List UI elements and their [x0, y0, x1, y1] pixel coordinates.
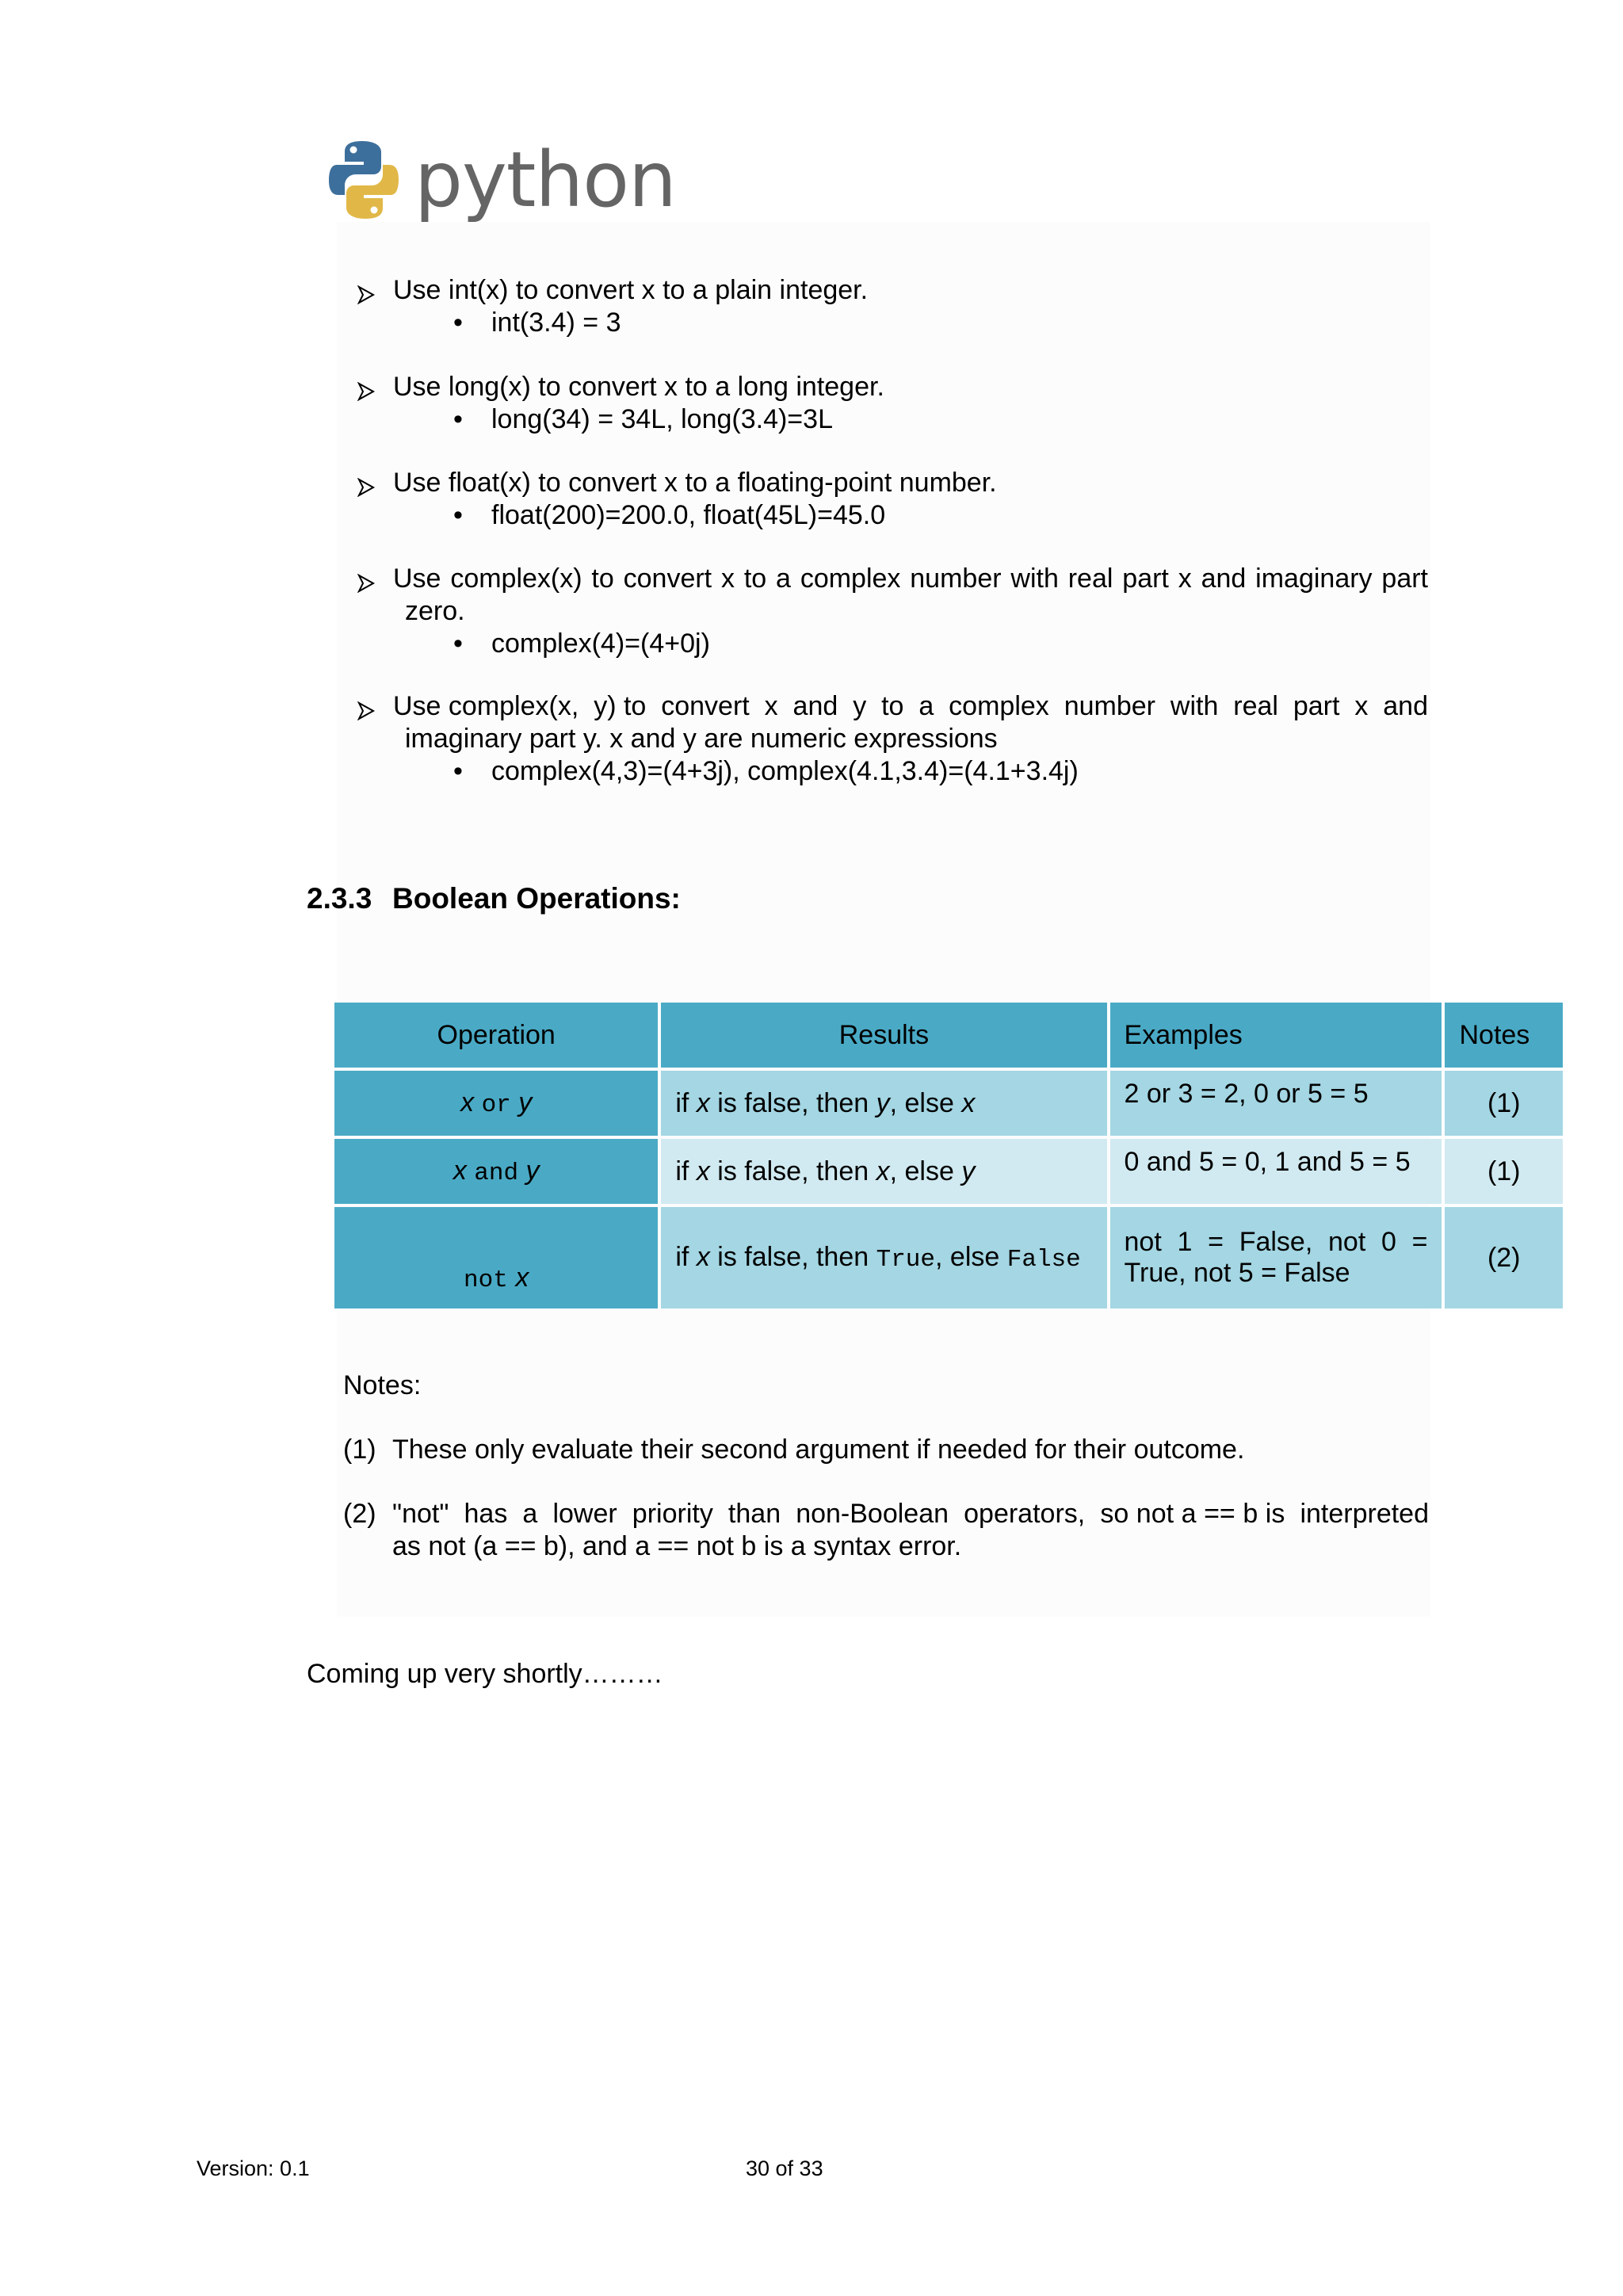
note-number: (2) [343, 1499, 376, 1529]
list-item [357, 371, 1428, 436]
arrow-bullet-icon [357, 562, 393, 594]
example-cell: 2 or 3 = 2, 0 or 5 = 5 [1110, 1071, 1442, 1136]
section-heading [307, 881, 681, 916]
section-number: 2.3.3 [307, 882, 372, 915]
list-item [357, 563, 1428, 660]
example-cell: 0 and 5 = 0, 1 and 5 = 5 [1110, 1139, 1442, 1204]
table-row [334, 1139, 1563, 1204]
bullet-dot-icon: • [453, 500, 463, 530]
item-text: Use complex(x) to convert x to a complex number with real part x and imaginary part [393, 563, 1428, 594]
note-item [343, 1498, 1429, 1563]
item-text-continued: zero. [405, 596, 465, 626]
arrow-bullet-icon [357, 690, 393, 722]
arrow-bullet-icon [357, 273, 393, 306]
header-examples: Examples [1110, 1003, 1442, 1068]
bullet-dot-icon: • [453, 628, 463, 659]
header-results: Results [661, 1003, 1106, 1068]
arrow-bullet-icon [357, 370, 393, 403]
boolean-operations-table [331, 999, 1566, 1312]
note-text-continued: as not (a == b), and a == not b is a syntax error. [392, 1531, 962, 1561]
item-text: Use int(x) to convert x to a plain integer. [393, 275, 869, 305]
operation-cell: not x [334, 1207, 658, 1308]
note-text: These only evaluate their second argument if needed for their outcome. [392, 1435, 1245, 1465]
item-text-continued: imaginary part y. x and y are numeric expressions [405, 724, 998, 754]
bullet-dot-icon: • [453, 404, 463, 434]
python-logo [329, 136, 676, 223]
table-header-row [334, 1003, 1563, 1068]
result-cell: if x is false, then y, else x [661, 1071, 1106, 1136]
footer-version: Version: 0.1 [197, 2157, 310, 2180]
bullet-dot-icon: • [453, 756, 463, 786]
result-cell: if x is false, then x, else y [661, 1139, 1106, 1204]
item-example: long(34) = 34L, long(3.4)=3L [491, 404, 833, 434]
note-cell: (1) [1445, 1139, 1563, 1204]
example-cell: not 1 = False, not 0 = True, not 5 = False [1110, 1207, 1442, 1308]
table-row [334, 1071, 1563, 1136]
list-item [357, 467, 1428, 532]
bullet-dot-icon: • [453, 308, 463, 338]
python-snake-icon [329, 139, 399, 220]
table-row [334, 1207, 1563, 1308]
note-cell: (2) [1445, 1207, 1563, 1308]
coming-soon-text: Coming up very shortly……… [307, 1659, 663, 1689]
notes-label: Notes: [343, 1370, 422, 1400]
python-wordmark: python [414, 136, 676, 224]
arrow-bullet-icon [357, 466, 393, 499]
note-cell: (1) [1445, 1071, 1563, 1136]
note-item [343, 1434, 1429, 1466]
section-title: Boolean Operations: [392, 882, 681, 915]
list-item [357, 274, 1428, 339]
item-example: complex(4)=(4+0j) [491, 628, 710, 659]
result-cell: if x is false, then True, else False [661, 1207, 1106, 1308]
operation-cell: x or y [334, 1071, 658, 1136]
item-example: int(3.4) = 3 [491, 308, 621, 338]
header-operation: Operation [334, 1003, 658, 1068]
list-item [357, 690, 1428, 788]
item-text: Use float(x) to convert x to a floating-point number. [393, 468, 997, 498]
operation-cell: x and y [334, 1139, 658, 1204]
note-text: "not" has a lower priority than non-Boolean operators, so not a == b is interpreted [392, 1499, 1429, 1529]
note-number: (1) [343, 1435, 376, 1465]
item-text: Use complex(x, y) to convert x and y to a complex number with real part x and [393, 691, 1428, 721]
item-example: complex(4,3)=(4+3j), complex(4.1,3.4)=(4.1+3.4j) [491, 756, 1079, 786]
item-text: Use long(x) to convert x to a long integer. [393, 372, 884, 402]
header-notes: Notes [1445, 1003, 1563, 1068]
item-example: float(200)=200.0, float(45L)=45.0 [491, 500, 886, 530]
footer-page-number: 30 of 33 [746, 2157, 823, 2180]
